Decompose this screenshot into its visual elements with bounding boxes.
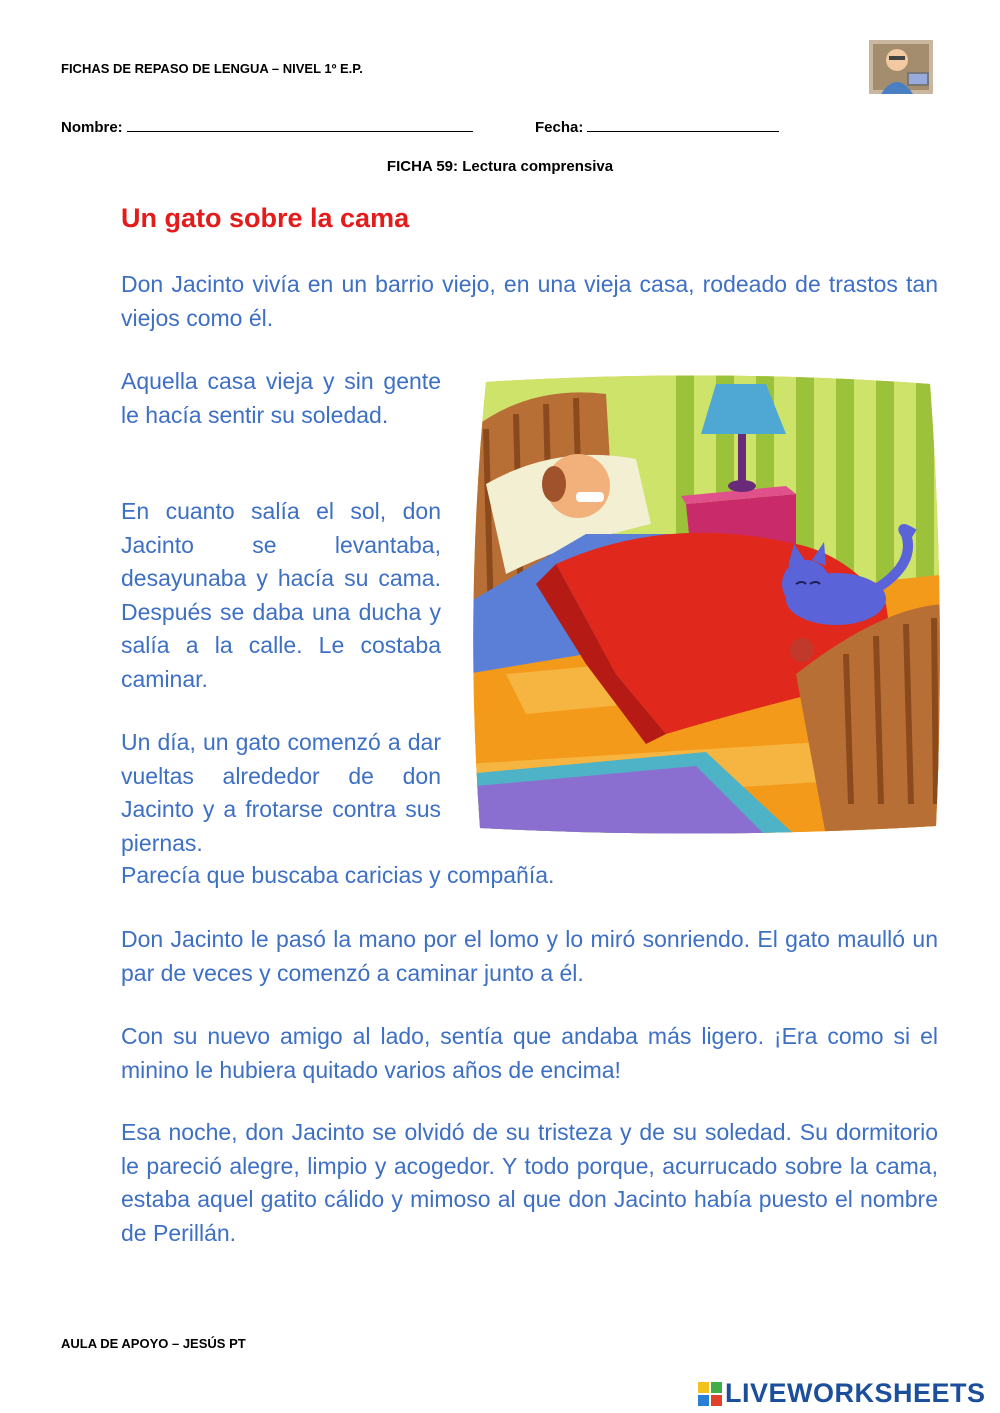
story-paragraph-4-continued: Parecía que buscaba caricias y compañía.: [121, 862, 555, 888]
liveworksheets-brand[interactable]: [698, 1378, 986, 1409]
story-paragraph-5: Don Jacinto le pasó la mano por el lomo y lo miró sonriendo. El gato maulló un par de veces y comenzó a caminar junto a él.: [121, 926, 938, 986]
sheet-title: FICHA 59: Lectura comprensiva: [386, 158, 614, 175]
story-paragraph-4: Un día, un gato comenzó a dar vueltas alrededor de don Jacinto y a frotarse contra sus piernas.: [121, 729, 441, 856]
name-label: Nombre:: [61, 119, 123, 136]
story-paragraph-7: Esa noche, don Jacinto se olvidó de su tristeza y de su soledad. Su dormitorio le pareció alegre, limpio y acogedor. Y todo porque, acurrucado sobre la cama, estaba aquel gatito cálido y mimoso al que don Jacinto había puesto el nombre de Perillán.: [121, 1119, 938, 1246]
liveworksheets-logo-icon: [698, 1382, 722, 1406]
bedroom-cat-illustration: [466, 374, 950, 836]
date-blank-line[interactable]: [587, 118, 779, 132]
story-paragraph-6: Con su nuevo amigo al lado, sentía que andaba más ligero. ¡Era como si el minino le hubiera quitado varios años de encima!: [121, 1023, 938, 1083]
story-paragraph-1: Don Jacinto vivía en un barrio viejo, en una vieja casa, rodeado de trastos tan viejos como él.: [121, 271, 938, 331]
brand-name: LIVEWORKSHEETS: [725, 1378, 986, 1408]
story-title: Un gato sobre la cama: [121, 203, 410, 233]
footer-credit: AULA DE APOYO – JESÚS PT: [61, 1336, 246, 1351]
worksheet-header-title: FICHAS DE REPASO DE LENGUA – NIVEL 1º E.P.: [61, 61, 363, 76]
name-blank-line[interactable]: [127, 118, 473, 132]
date-label: Fecha:: [535, 119, 584, 136]
name-field[interactable]: [61, 118, 473, 136]
story-paragraph-2: Aquella casa vieja y sin gente le hacía sentir su soledad.: [121, 368, 441, 428]
date-field[interactable]: [535, 118, 779, 136]
story-paragraph-3: En cuanto salía el sol, don Jacinto se levantaba, desayunaba y hacía su cama. Después se daba una ducha y salía a la calle. Le costaba caminar.: [121, 498, 441, 692]
teacher-avatar-icon: [869, 40, 933, 94]
